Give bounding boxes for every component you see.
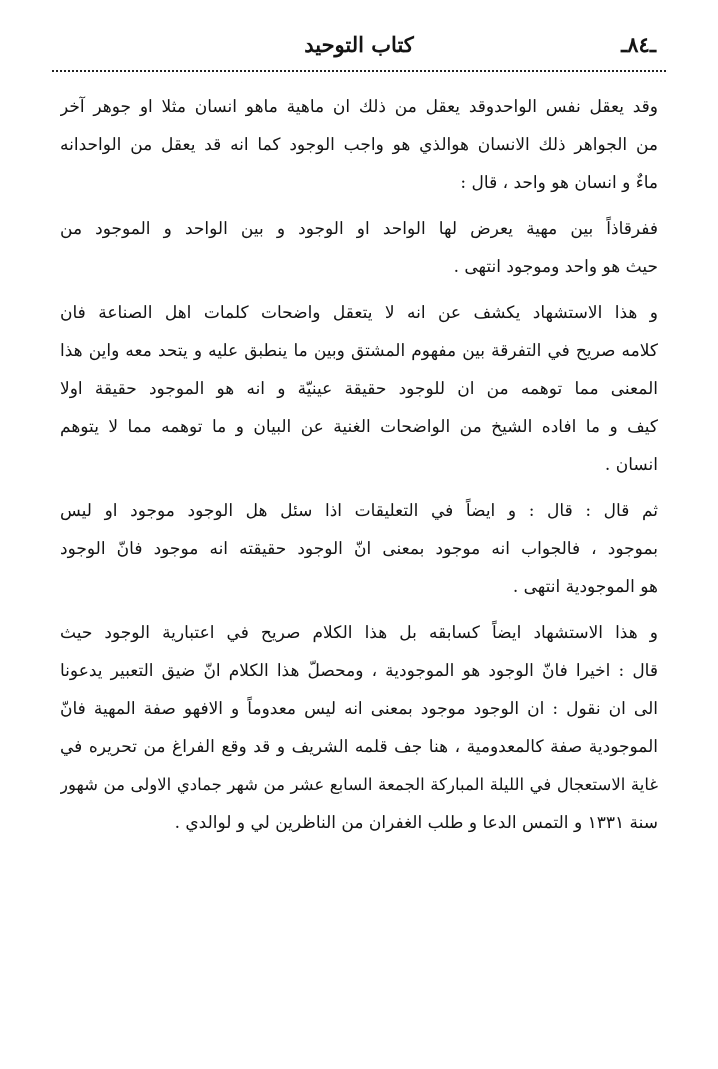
paragraph-5 xyxy=(60,614,658,842)
text-line: كلامه صريح في التفرقة بين مفهوم المشتق وبين ما ينطبق عليه و يتحد معه واين هذا xyxy=(60,341,658,361)
text-line: وقد يعقل نفس الواحدوقد يعقل من ذلك ان ماهية ماهو انسان مثلا او جوهر آخر xyxy=(60,97,658,117)
text-line: و هذا الاستشهاد ايضاً كسابقه بل هذا الكلام صريح في اعتبارية الوجود حيث xyxy=(60,623,658,643)
text-line: هو الموجودية انتهى . xyxy=(512,577,658,597)
running-title: كتاب التوحيد xyxy=(304,32,414,57)
page-header xyxy=(52,30,666,66)
text-line: انسان . xyxy=(604,455,658,475)
text-line: سنة ١٣٣١ و التمس الدعا و طلب الغفران من الناظرين لي و لوالدي . xyxy=(174,813,658,833)
text-line: من الجواهر ذلك الانسان هوالذي هو واجب الوجود كما انه قد يعقل من الواحدانه xyxy=(60,135,658,155)
header-divider xyxy=(52,70,666,72)
text-line: ثم قال : قال : و ايضاً في التعليقات اذا سئل هل الوجود موجود او ليس xyxy=(60,501,658,521)
page-body xyxy=(60,88,658,842)
text-line: الى ان نقول : ان الوجود موجود بمعنى انه ليس معدوماً و الافهو صفة المهية فانّ xyxy=(60,699,658,719)
text-line: الموجودية صفة كالمعدومية ، هنا جف قلمه الشريف و قد وقع الفراغ من تحريره في xyxy=(60,737,658,757)
text-line: حيث هو واحد وموجود انتهى . xyxy=(453,257,658,277)
paragraph-1 xyxy=(60,88,658,202)
text-line: قال : اخيرا فانّ الوجود هو الموجودية ، ومحصلّ هذا الكلام انّ ضيق التعبير يدعونا xyxy=(60,661,658,681)
text-line: غاية الاستعجال في الليلة المباركة الجمعة السابع عشر من شهر جمادي الاولى من شهور xyxy=(60,775,658,794)
text-line: المعنى مما توهمه من ان للوجود حقيقة عينيّة و انه هو الموجود حقيقة اولا xyxy=(60,379,658,399)
paragraph-4 xyxy=(60,492,658,606)
text-line: ففرقاذاً بين مهية يعرض لها الواحد او الوجود و بين الواحد و الموجود من xyxy=(60,219,658,239)
text-line: و هذا الاستشهاد يكشف عن انه لا يتعقل واضحات كلمات اهل الصناعة فان xyxy=(60,303,658,323)
page-number: ـ٨٤ـ xyxy=(621,32,656,57)
text-line: بموجود ، فالجواب انه موجود بمعنى انّ الوجود حقيقته انه موجود فانّ الوجود xyxy=(60,539,658,559)
text-line: ماءٌ و انسان هو واحد ، قال : xyxy=(460,173,658,193)
paragraph-3 xyxy=(60,294,658,484)
paragraph-2 xyxy=(60,210,658,286)
text-line: كيف و ما افاده الشيخ من الواضحات الغنية عن البيان و ما توهمه مما لا يتوهم xyxy=(60,417,658,437)
